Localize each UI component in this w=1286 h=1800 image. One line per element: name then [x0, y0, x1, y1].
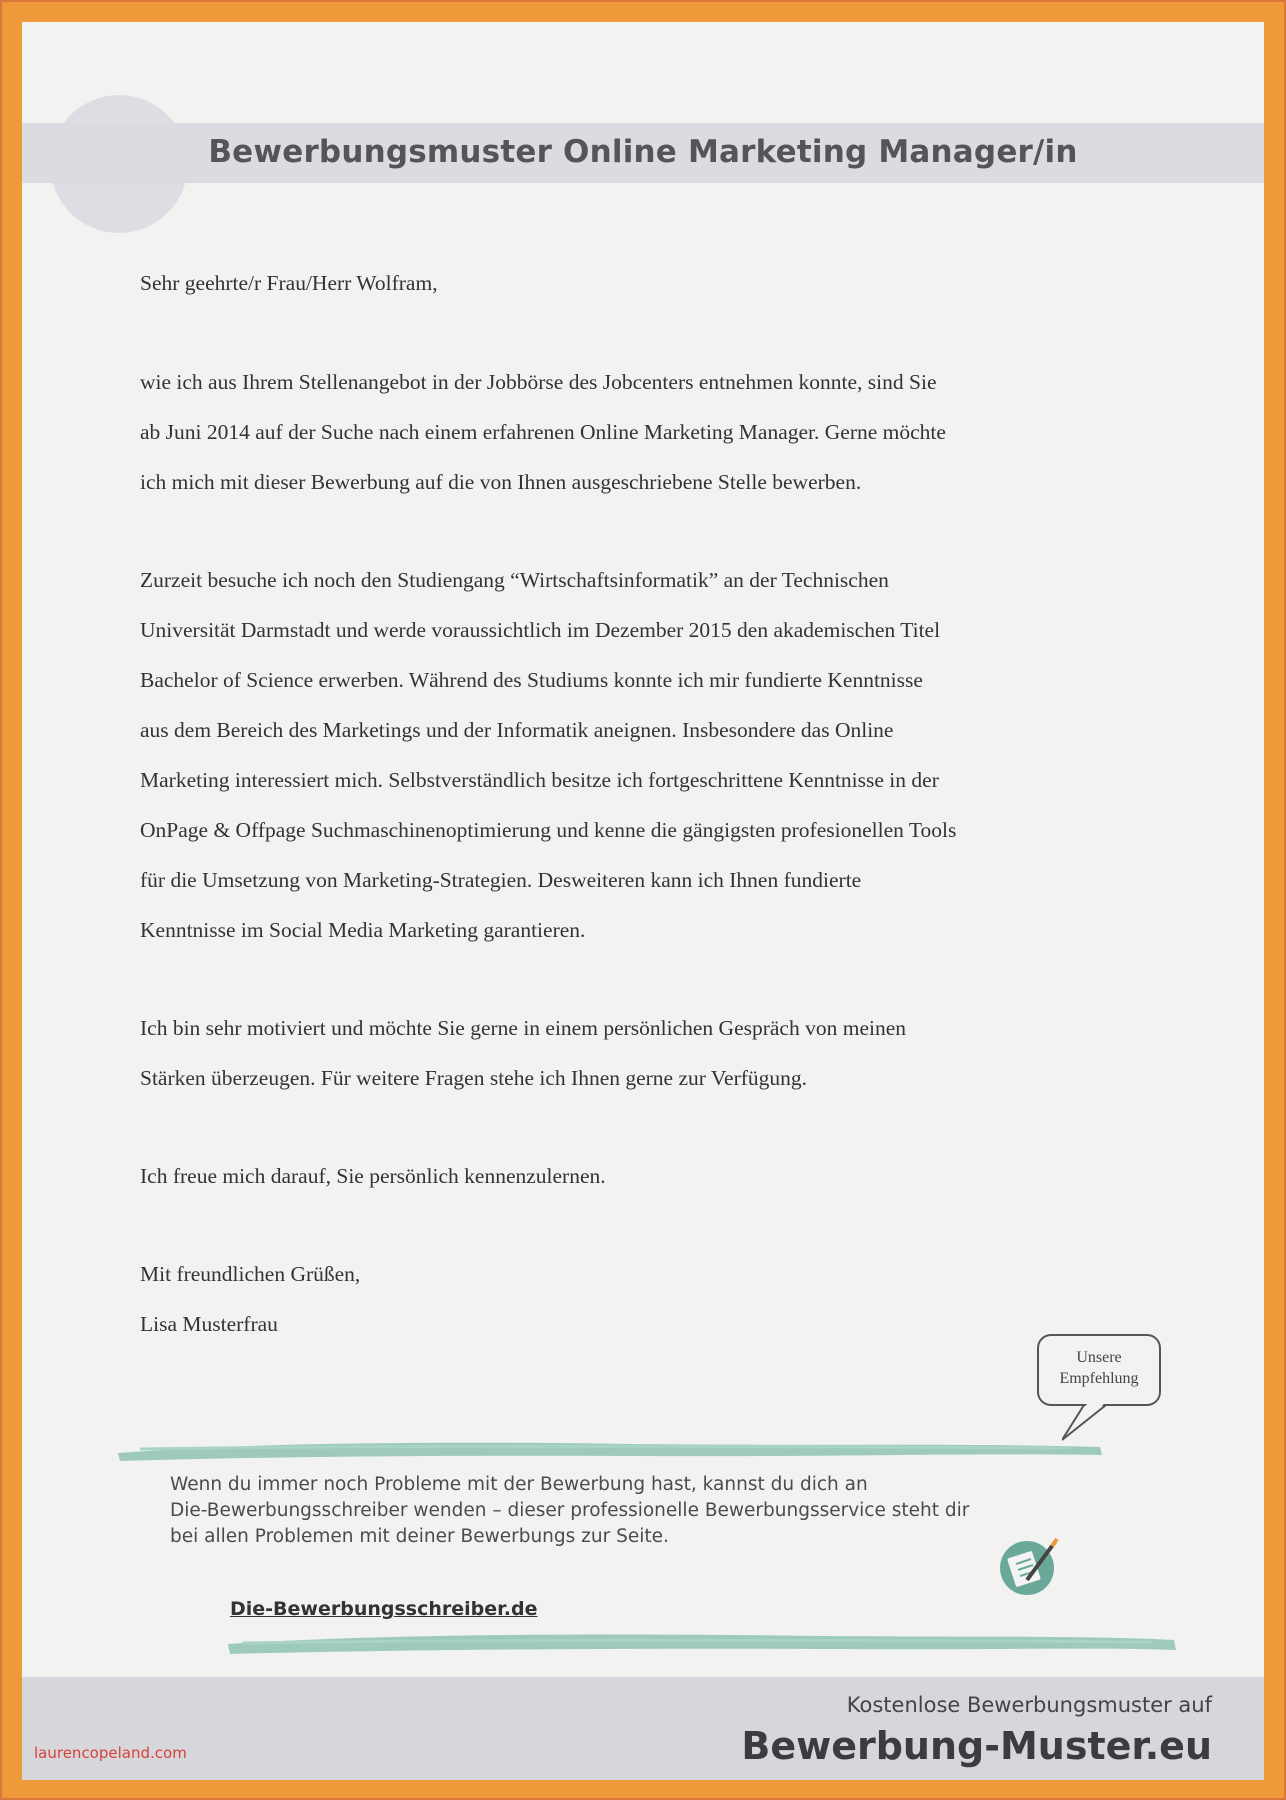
brush-stroke-top: [110, 1435, 1110, 1465]
paragraph-line: Bachelor of Science erwerben. Während des Studiums konnte ich mir fundierte Kenntnisse: [140, 668, 923, 692]
paragraph-1: [140, 357, 1180, 507]
bewerbungsschreiber-link[interactable]: Die-Bewerbungsschreiber.de: [230, 1598, 538, 1620]
paragraph-line: Stärken überzeugen. Für weitere Fragen stehe ich Ihnen gerne zur Verfügung.: [140, 1066, 808, 1090]
salutation: Sehr geehrte/r Frau/Herr Wolfram,: [140, 271, 438, 295]
paragraph-line: ich mich mit dieser Bewerbung auf die von Ihnen ausgeschriebene Stelle bewerben.: [140, 470, 862, 494]
paragraph-2: [140, 555, 1180, 955]
bubble-line-2: Empfehlung: [1059, 1370, 1139, 1387]
promo-line: Die-Bewerbungsschreiber wenden – dieser professionelle Bewerbungsservice steht dir: [170, 1500, 970, 1521]
signature: Lisa Musterfrau: [140, 1312, 278, 1336]
paragraph-line: wie ich aus Ihrem Stellenangebot in der Jobbörse des Jobcenters entnehmen konnte, sind Sie: [140, 370, 937, 394]
paragraph-line: aus dem Bereich des Marketings und der Informatik aneignen. Insbesondere das Online: [140, 718, 894, 742]
promo-line: bei allen Problemen mit deiner Bewerbungs zur Seite.: [170, 1526, 669, 1547]
footer-site-link[interactable]: Bewerbung-Muster.eu: [741, 1724, 1212, 1768]
paragraph-line: Ich bin sehr motiviert und möchte Sie gerne in einem persönlichen Gespräch von meinen: [140, 1016, 907, 1040]
paragraph-line: Kenntnisse im Social Media Marketing garantieren.: [140, 918, 586, 942]
letter-body: [140, 258, 1180, 1349]
paragraph-line: ab Juni 2014 auf der Suche nach einem erfahrenen Online Marketing Manager. Gerne möchte: [140, 420, 946, 444]
paragraph-3: [140, 1003, 1180, 1103]
promo-line: Wenn du immer noch Probleme mit der Bewerbung hast, kannst du dich an: [170, 1474, 868, 1495]
recommendation-bubble: [1037, 1334, 1161, 1406]
paragraph-line: Marketing interessiert mich. Selbstverständlich besitze ich fortgeschrittene Kenntnisse in der: [140, 768, 939, 792]
pen-paper-icon: [997, 1534, 1061, 1598]
watermark: laurencopeland.com: [34, 1744, 187, 1762]
paragraph-line: Zurzeit besuche ich noch den Studiengang “Wirtschaftsinformatik” an der Technischen: [140, 568, 889, 592]
paragraph-line: für die Umsetzung von Marketing-Strategien. Desweiteren kann ich Ihnen fundierte: [140, 868, 862, 892]
document-page: [22, 22, 1264, 1780]
paragraph-line: Universität Darmstadt und werde voraussichtlich im Dezember 2015 den akademischen Titel: [140, 618, 941, 642]
brush-stroke-bottom: [222, 1628, 1182, 1658]
footer-tagline: Kostenlose Bewerbungsmuster auf: [846, 1693, 1212, 1717]
paragraph-4: Ich freue mich darauf, Sie persönlich kennenzulernen.: [140, 1164, 606, 1188]
promo-text: [170, 1472, 1070, 1550]
bubble-line-1: Unsere: [1076, 1349, 1122, 1366]
paragraph-line: OnPage & Offpage Suchmaschinenoptimierung und kenne die gängigsten profesionellen Tools: [140, 818, 957, 842]
closing: Mit freundlichen Grüßen,: [140, 1262, 361, 1286]
page-title: Bewerbungsmuster Online Marketing Manager/in: [208, 134, 1078, 170]
